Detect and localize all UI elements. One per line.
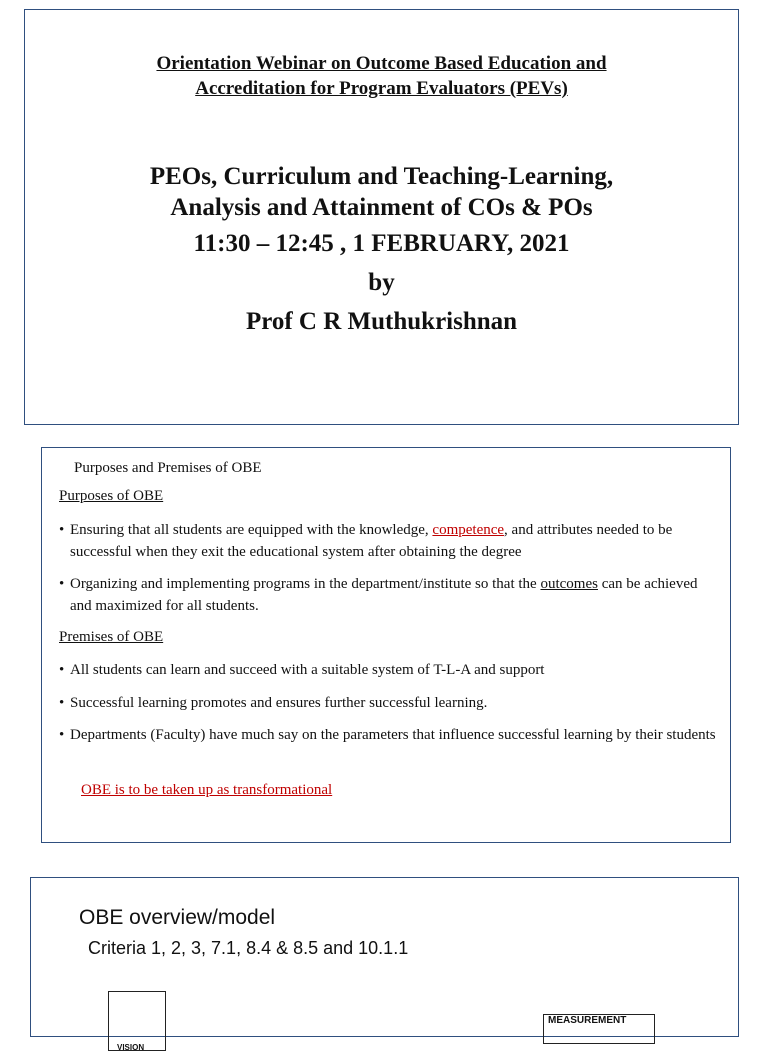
bullet-icon: • [59,576,65,592]
premise-bullet-3: • Departments (Faculty) have much say on the parameters that influence successful learning by their students [59,725,719,747]
talk-title [25,161,738,223]
premise-bullet-1: • All students can learn and succeed with a suitable system of T-L-A and support [59,660,719,682]
talk-title-line2: Analysis and Attainment of COs & POs [170,194,593,221]
talk-title-line1: PEOs, Curriculum and Teaching-Learning, [149,163,614,190]
outcomes-word: outcomes [540,576,598,592]
presenter-name: Prof C R Muthukrishnan [245,308,518,335]
webinar-title [25,51,738,101]
by-label: by [368,269,395,296]
competence-link: competence [432,522,505,538]
premise-bullet-2: • Successful learning promotes and ensures further successful learning. [59,693,719,715]
vision-label: VISION [117,1043,145,1052]
transformational-note: OBE is to be taken up as transformational [81,782,333,798]
bullet-icon: • [59,695,65,711]
webinar-title-line2: Accreditation for Program Evaluators (PEVs) [195,78,568,99]
vision-box [108,991,166,1051]
purpose-bullet-1: • Ensuring that all students are equipped with the knowledge, competence, and attributes needed to be successful when they exit the educational system after obtaining the degree [59,522,673,560]
measurement-box: MEASUREMENT [543,1014,655,1044]
bullet-icon: • [59,662,65,678]
bullet-icon: • [59,522,65,538]
title-slide [24,9,739,425]
bullet-icon: • [59,727,65,743]
purposes-heading: Purposes of OBE [59,488,164,504]
premises-heading: Premises of OBE [59,629,164,645]
slide-title: Purposes and Premises of OBE [74,460,262,476]
talk-time: 11:30 – 12:45 , 1 FEBRUARY, 2021 [193,230,570,257]
overview-slide [30,877,739,1052]
webinar-title-line1: Orientation Webinar on Outcome Based Education and [156,53,607,74]
criteria-subtitle: Criteria 1, 2, 3, 7.1, 8.4 & 8.5 and 10.1.1 [88,938,409,958]
purposes-slide [41,447,731,843]
overview-title: OBE overview/model [79,906,276,929]
purpose-bullet-2: • Organizing and implementing programs in the department/institute so that the outcomes can be achieved and maximized for all students. [59,576,698,614]
